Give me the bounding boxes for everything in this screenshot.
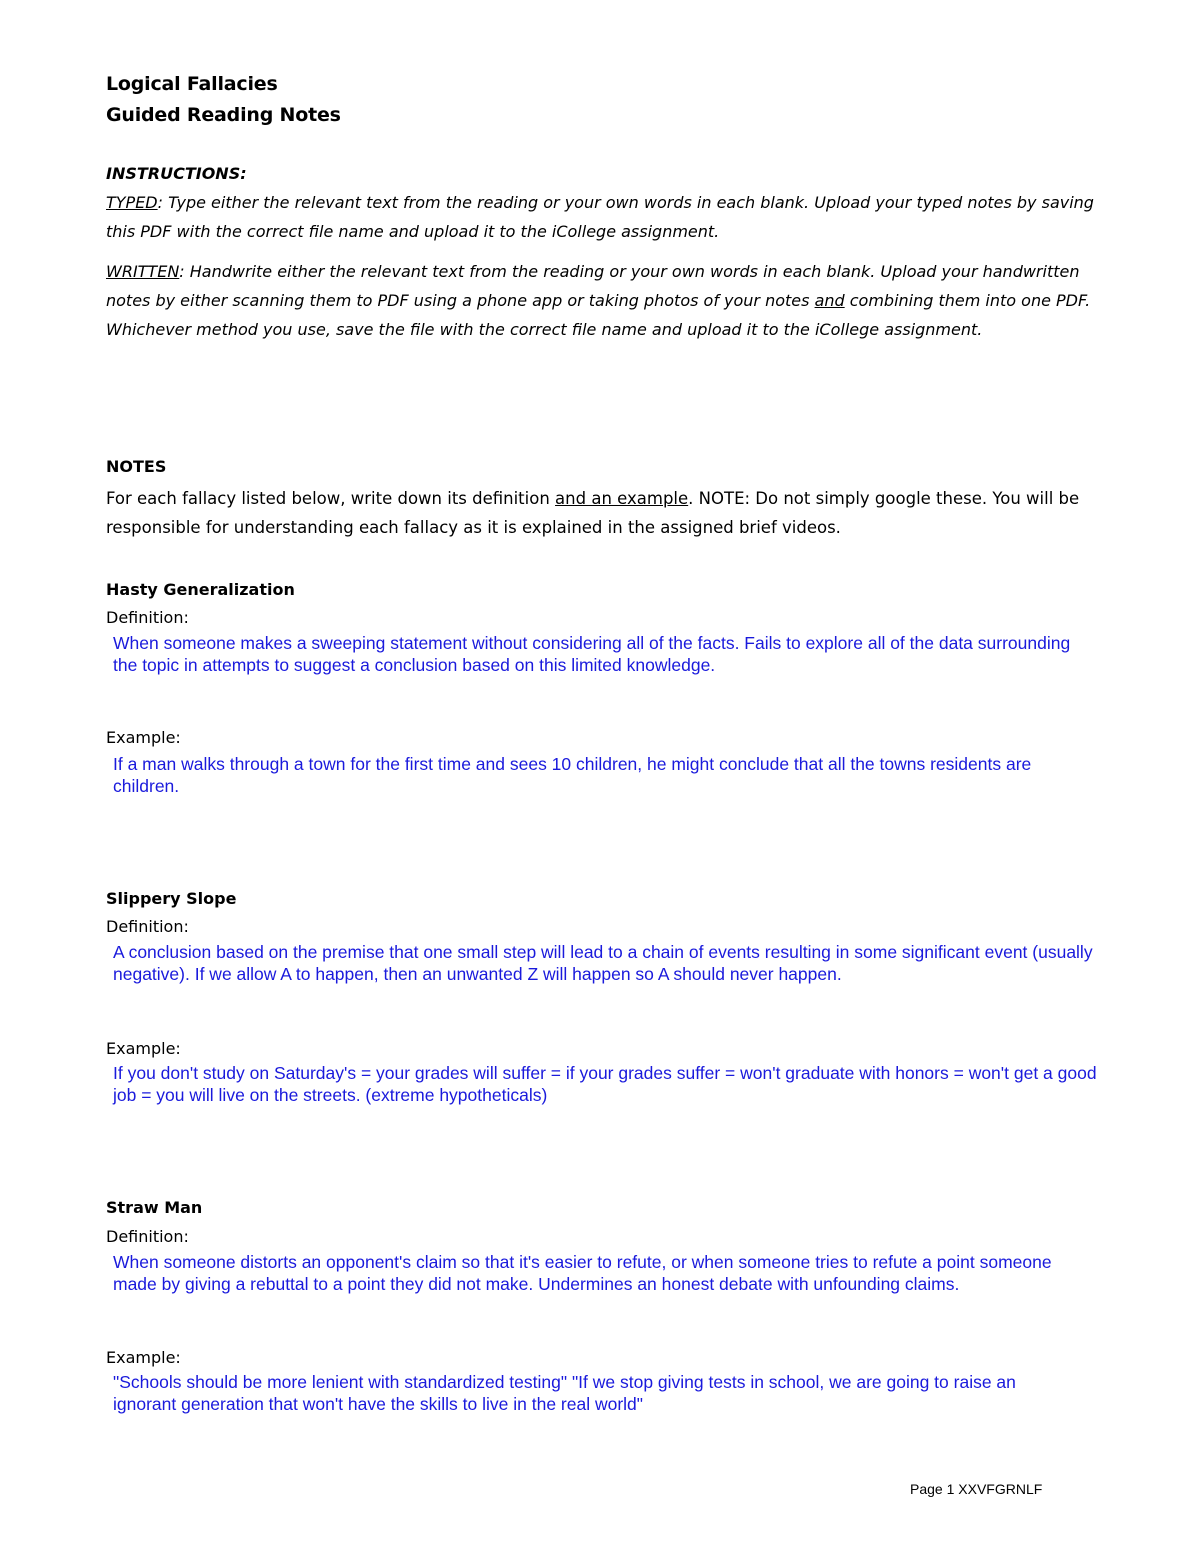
definition-label: Definition: (106, 917, 189, 936)
notes-intro-1: For each fallacy listed below, write down its definition (106, 489, 556, 508)
definition-answer[interactable]: A conclusion based on the premise that one small step will lead to a chain of events resulting in some significant event (usually negative). If we allow A to happen, then an unwanted Z will happen so A should never happen. (113, 942, 1093, 984)
written-text-2: combining them into one PDF. Whichever method you use, save the file with the correct file name and upload it to the iCollege assignment. (106, 291, 1091, 339)
definition-answer[interactable]: When someone distorts an opponent's claim so that it's easier to refute, or when someone tries to refute a point someone made by giving a rebuttal to a point they did not make. Undermines an honest debate with unfounding claims. (113, 1252, 1052, 1294)
fallacy-title: Straw Man (106, 1198, 203, 1217)
definition-label: Definition: (106, 1227, 189, 1246)
page-footer: Page 1 XXVFGRNLF (910, 1481, 1043, 1497)
typed-text: : Type either the relevant text from the reading or your own words in each blank. Upload your typed notes by saving this PDF with the correct file name and upload it to the iCollege assignment. (106, 193, 1094, 241)
typed-instructions (106, 188, 1096, 246)
example-answer[interactable]: If you don't study on Saturday's = your grades will suffer = if your grades suffer = won't graduate with honors = won't get a good job = you will live on the streets. (extreme hypotheticals) (113, 1063, 1097, 1105)
document-subtitle: Guided Reading Notes (106, 104, 341, 126)
definition-answer[interactable]: When someone makes a sweeping statement without considering all of the facts. Fails to explore all of the data surrounding the topic in attempts to suggest a conclusion based on this limited knowledge. (113, 633, 1071, 675)
written-instructions (106, 257, 1096, 344)
typed-label: TYPED (106, 193, 158, 212)
fallacy-title: Hasty Generalization (106, 580, 295, 599)
document-title: Logical Fallacies (106, 73, 278, 95)
notes-intro-2: . NOTE: Do not simply google these. You will be responsible for understanding each fallacy as it is explained in the assigned brief videos. (106, 489, 1080, 537)
instructions-heading: INSTRUCTIONS: (106, 164, 247, 183)
example-label: Example: (106, 1039, 181, 1058)
example-label: Example: (106, 1348, 181, 1367)
example-label: Example: (106, 728, 181, 747)
notes-heading: NOTES (106, 457, 167, 476)
example-answer[interactable]: "Schools should be more lenient with standardized testing" "If we stop giving tests in school, we are going to raise an ignorant generation that won't have the skills to live in the real world" (113, 1372, 1016, 1414)
definition-label: Definition: (106, 608, 189, 627)
fallacy-title: Slippery Slope (106, 889, 237, 908)
notes-intro (106, 484, 1096, 542)
written-and: and (814, 291, 845, 310)
written-text-1: : Handwrite either the relevant text from the reading or your own words in each blank. Upload your handwritten notes by either scanning them to PDF using a phone app or taking photos of your notes (106, 262, 1080, 310)
written-label: WRITTEN (106, 262, 180, 281)
example-answer[interactable]: If a man walks through a town for the first time and sees 10 children, he might conclude that all the towns residents are children. (113, 754, 1032, 796)
notes-intro-underlined: and an example (555, 489, 689, 508)
